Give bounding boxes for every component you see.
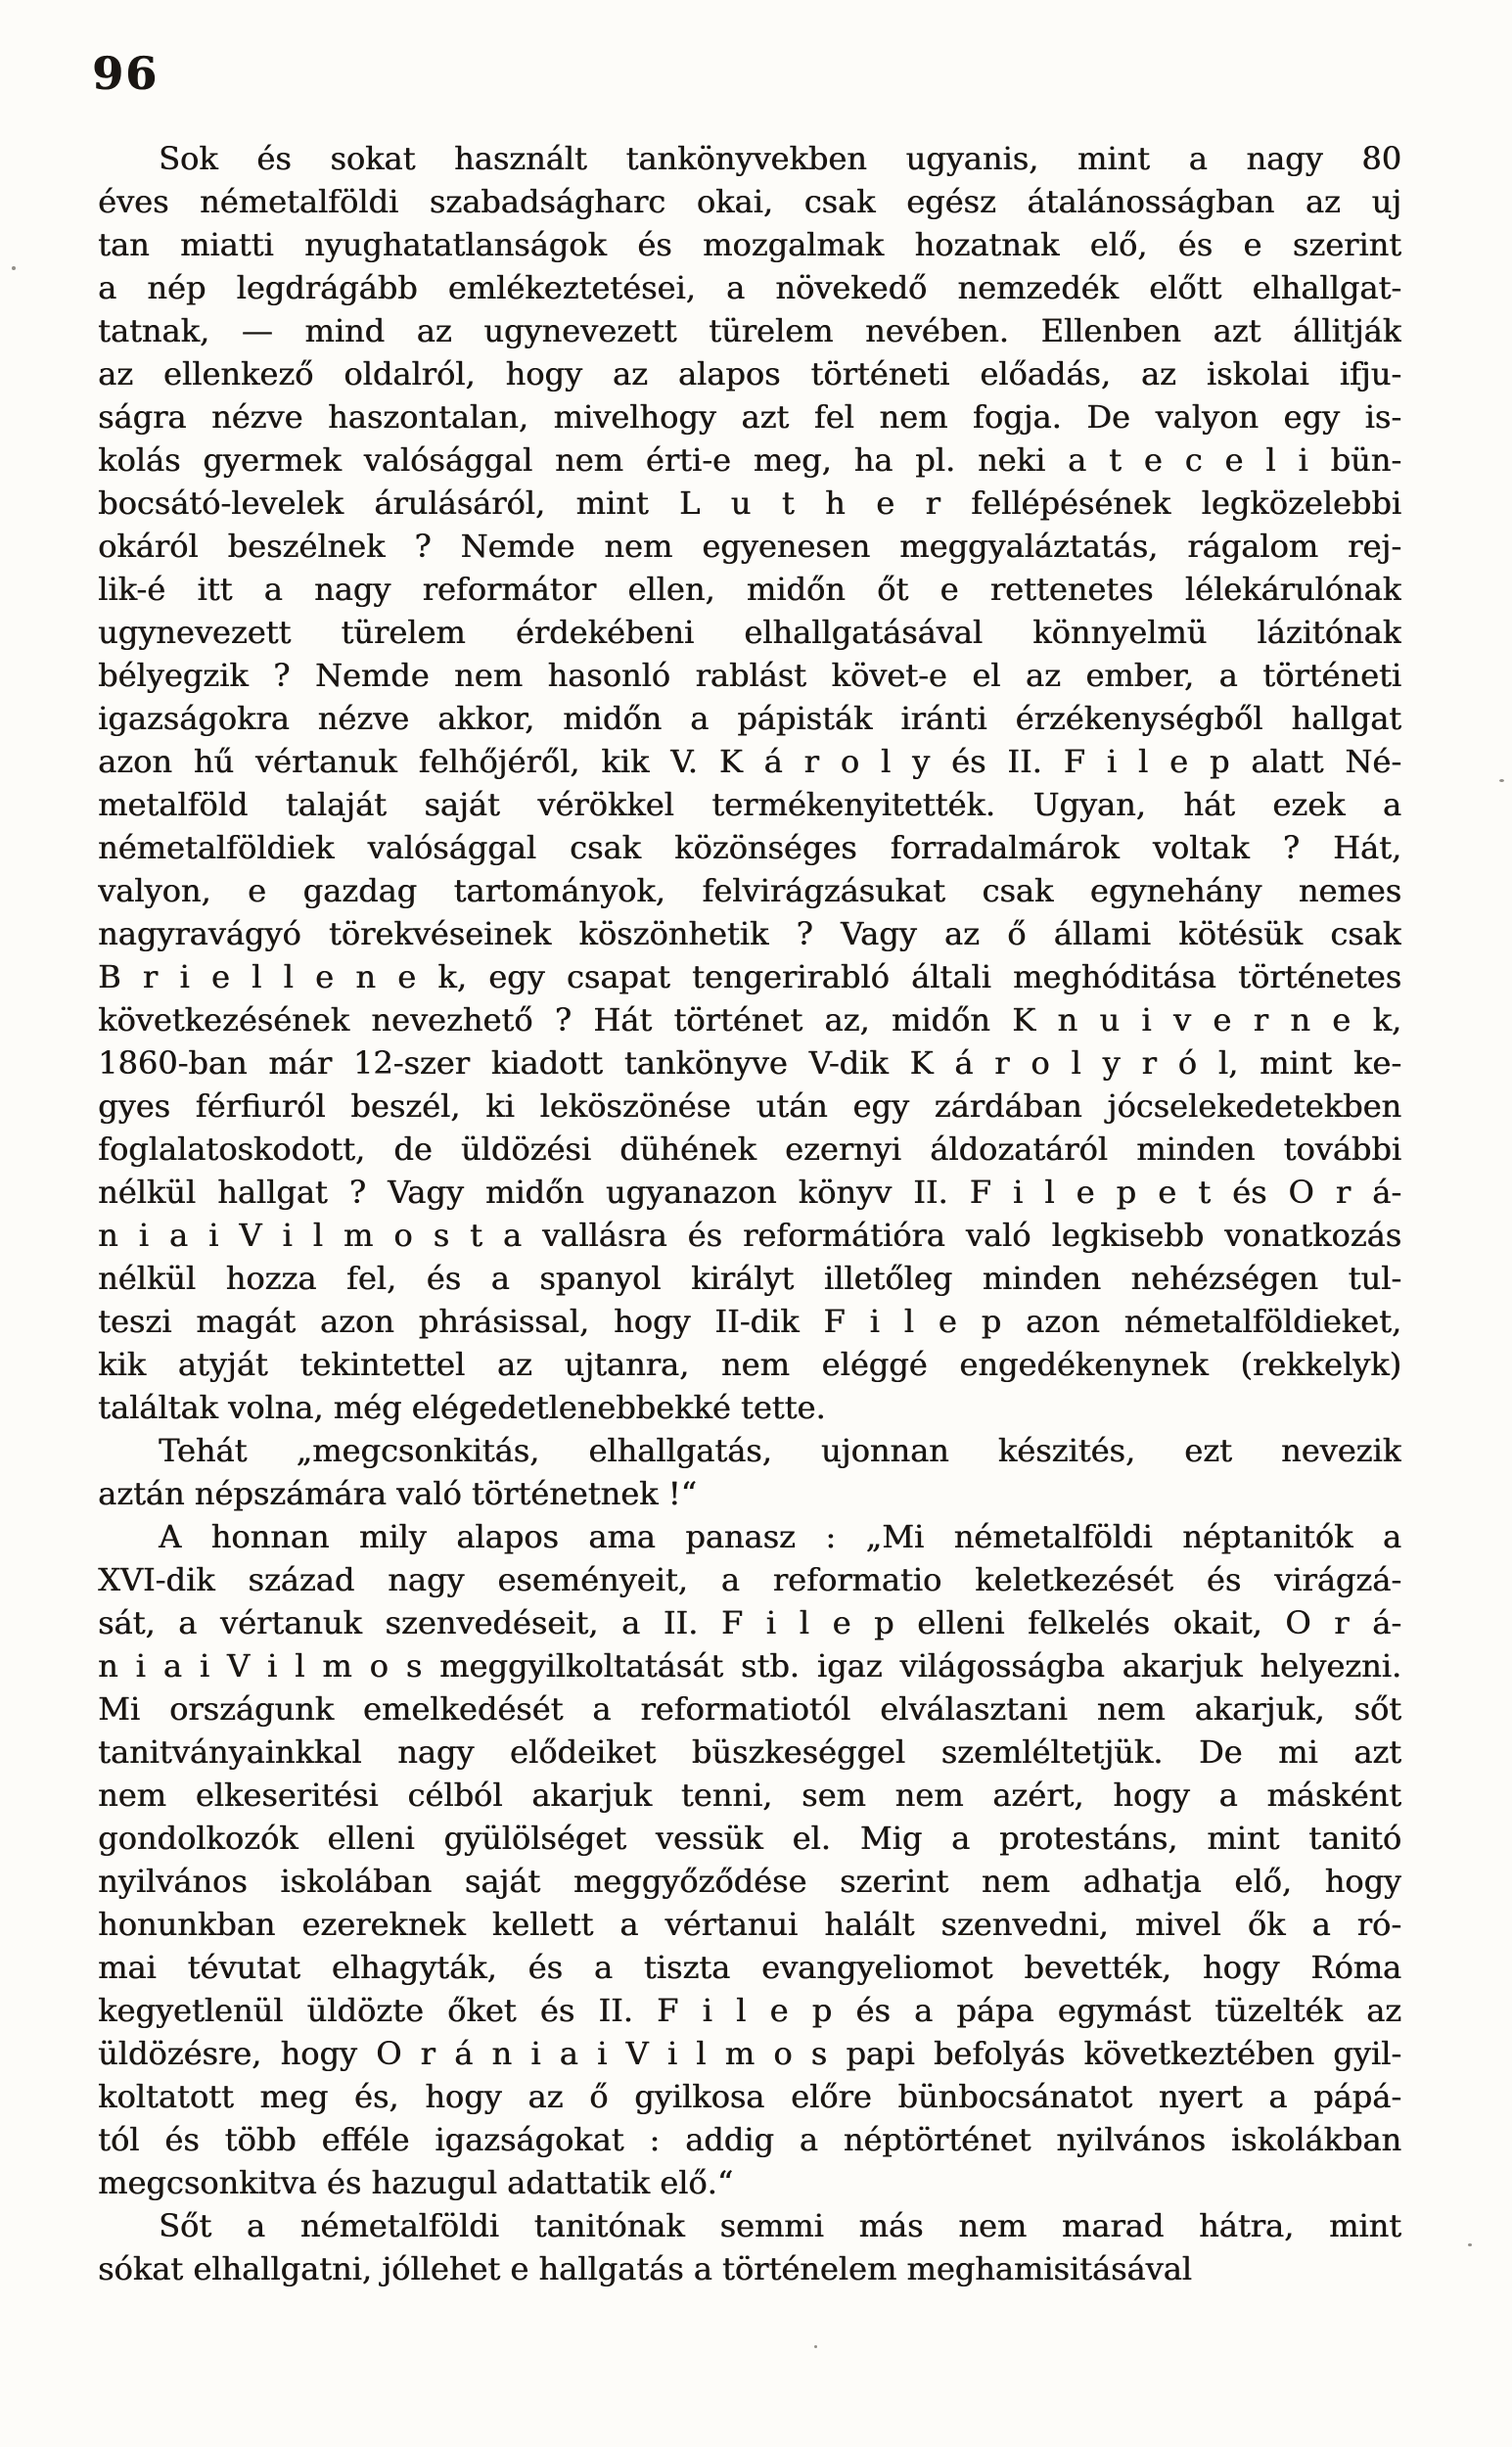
text-line: n i a i V i l m o s meggyilkoltatását stb. igaz világosságba akarjuk helyezni.: [98, 1647, 1401, 1685]
text-line: németalföldiek valósággal csak közönséges forradalmárok voltak ? Hát,: [98, 829, 1401, 866]
text-line: következésének nevezhető ? Hát történet az, midőn K n u i v e r n e k,: [98, 1001, 1401, 1039]
paper-speck: [814, 2345, 817, 2348]
paragraph: [98, 2204, 1401, 2290]
text-line: honunkban ezereknek kellett a vértanui halált szenvedni, mivel ők a ró-: [98, 1906, 1401, 1943]
paper-speck: [12, 266, 16, 270]
text-line: a nép legdrágább emlékeztetései, a növekedő nemzedék előtt elhallgat-: [98, 269, 1401, 306]
text-line: XVI-dik század nagy eseményeit, a reformatio keletkezését és virágzá-: [98, 1561, 1401, 1598]
text-line: megcsonkitva és hazugul adattatik elő.“: [98, 2164, 734, 2201]
text-line: éves németalföldi szabadságharc okai, csak egész átalánosságban az uj: [98, 183, 1401, 220]
text-line: mai tévutat elhagyták, és a tiszta evangyeliomot bevették, hogy Róma: [98, 1949, 1401, 1986]
text-line: 1860-ban már 12-szer kiadott tankönyve V-dik K á r o l y r ó l, mint ke-: [98, 1044, 1401, 1082]
text-line: nagyravágyó törekvéseinek köszönhetik ? Vagy az ő állami kötésük csak: [98, 915, 1401, 952]
page-number: 96: [92, 47, 160, 100]
body-text: [98, 137, 1401, 2290]
text-line: nélkül hozza fel, és a spanyol királyt illetőleg minden nehézségen tul-: [98, 1260, 1401, 1297]
text-line: Sok és sokat használt tankönyvekben ugyanis, mint a nagy 80: [159, 140, 1401, 177]
text-line: foglalatoskodott, de üldözési dühének ezernyi áldozatáról minden további: [98, 1131, 1401, 1168]
text-line: bélyegzik ? Nemde nem hasonló rablást követ-e el az ember, a történeti: [98, 657, 1401, 694]
text-line: A honnan mily alapos ama panasz : „Mi németalföldi néptanitók a: [159, 1518, 1401, 1555]
text-line: kolás gyermek valósággal nem érti-e meg, ha pl. neki a t e c e l i bün-: [98, 441, 1401, 479]
text-line: Mi országunk emelkedését a reformatiotól elválasztani nem akarjuk, sőt: [98, 1690, 1401, 1728]
text-line: üldözésre, hogy O r á n i a i V i l m o s papi befolyás következtében gyil-: [98, 2035, 1401, 2072]
text-line: aztán népszámára való történetnek !“: [98, 1475, 697, 1512]
text-line: n i a i V i l m o s t a vallásra és reformátióra való legkisebb vonatkozás: [98, 1217, 1401, 1254]
text-line: kegyetlenül üldözte őket és II. F i l e p és a pápa egymást tüzelték az: [98, 1992, 1401, 2029]
paragraph: [98, 1429, 1401, 1515]
paper-speck: [1499, 779, 1504, 782]
text-line: nélkül hallgat ? Vagy midőn ugyanazon könyv II. F i l e p e t és O r á-: [98, 1174, 1401, 1211]
paper-speck: [1468, 2243, 1472, 2246]
text-line: lik-é itt a nagy reformátor ellen, midőn őt e rettenetes lélekárulónak: [98, 571, 1401, 608]
text-line: Tehát „megcsonkitás, elhallgatás, ujonnan készités, ezt nevezik: [159, 1432, 1401, 1469]
text-line: metalföld talaját saját vérökkel termékenyitették. Ugyan, hát ezek a: [98, 786, 1401, 823]
text-line: okáról beszélnek ? Nemde nem egyenesen meggyaláztatás, rágalom rej-: [98, 528, 1401, 565]
text-line: gondolkozók elleni gyülölséget vessük el. Mig a protestáns, mint tanitó: [98, 1820, 1401, 1857]
text-line: koltatott meg és, hogy az ő gyilkosa előre bünbocsánatot nyert a pápá-: [98, 2078, 1401, 2115]
text-line: nem elkeseritési célból akarjuk tenni, sem nem azért, hogy a másként: [98, 1777, 1401, 1814]
text-line: ságra nézve haszontalan, mivelhogy azt fel nem fogja. De valyon egy is-: [98, 398, 1401, 436]
text-line: kik atyját tekintettel az ujtanra, nem eléggé engedékenynek (rekkelyk): [98, 1346, 1401, 1383]
paragraph: [98, 137, 1401, 1429]
text-line: Sőt a németalföldi tanitónak semmi más nem marad hátra, mint: [159, 2207, 1401, 2244]
text-line: tól és több efféle igazságokat : addig a néptörténet nyilvános iskolákban: [98, 2121, 1401, 2158]
text-line: sókat elhallgatni, jóllehet e hallgatás a történelem meghamisitásával: [98, 2250, 1192, 2287]
text-line: nyilvános iskolában saját meggyőződése szerint nem adhatja elő, hogy: [98, 1863, 1401, 1900]
text-line: azon hű vértanuk felhőjéről, kik V. K á r o l y és II. F i l e p alatt Né-: [98, 743, 1401, 780]
text-line: valyon, e gazdag tartományok, felvirágzásukat csak egynehány nemes: [98, 872, 1401, 909]
text-line: igazságokra nézve akkor, midőn a pápisták iránti érzékenységből hallgat: [98, 700, 1401, 737]
text-line: gyes férfiuról beszél, ki leköszönése után egy zárdában jócselekedetekben: [98, 1087, 1401, 1125]
text-line: ugynevezett türelem érdekébeni elhallgatásával könnyelmü lázitónak: [98, 614, 1401, 651]
paragraph: [98, 1515, 1401, 2204]
text-line: tan miatti nyughatatlanságok és mozgalmak hozatnak elő, és e szerint: [98, 226, 1401, 263]
text-line: sát, a vértanuk szenvedéseit, a II. F i l e p elleni felkelés okait, O r á-: [98, 1604, 1401, 1641]
text-line: B r i e l l e n e k, egy csapat tengerirabló általi meghóditása történetes: [98, 958, 1401, 995]
text-line: tatnak, — mind az ugynevezett türelem nevében. Ellenben azt állitják: [98, 312, 1401, 349]
text-line: találtak volna, még elégedetlenebbekké tette.: [98, 1389, 826, 1426]
text-line: teszi magát azon phrásissal, hogy II-dik F i l e p azon németalföldieket,: [98, 1303, 1401, 1340]
text-line: tanitványainkkal nagy elődeiket büszkeséggel szemléltetjük. De mi azt: [98, 1733, 1401, 1771]
text-line: az ellenkező oldalról, hogy az alapos történeti előadás, az iskolai ifju-: [98, 355, 1401, 392]
text-line: bocsátó-levelek árulásáról, mint L u t h e r fellépésének legközelebbi: [98, 485, 1401, 522]
